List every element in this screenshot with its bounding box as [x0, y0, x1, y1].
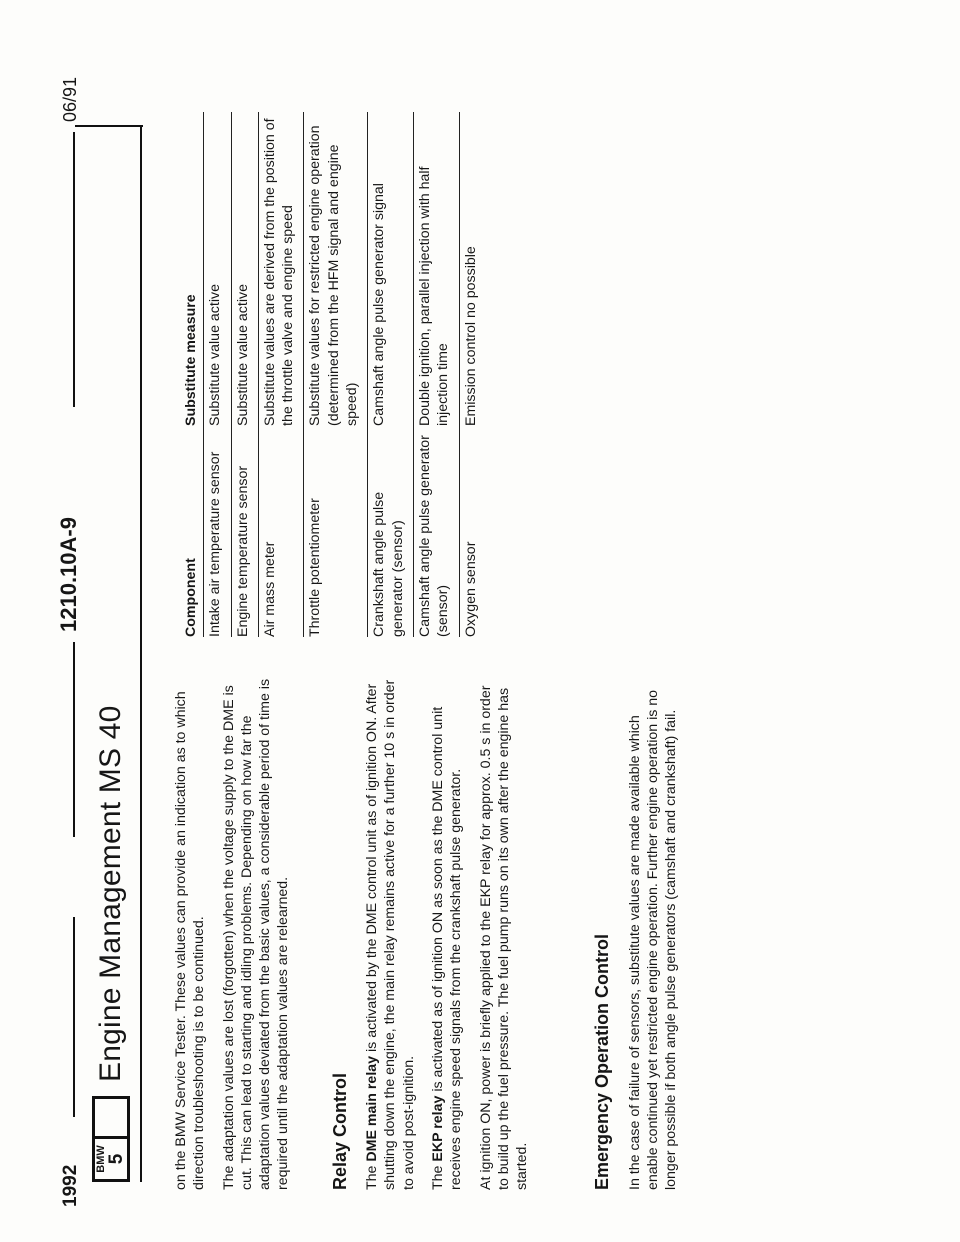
component-cell: Throttle potentiometer: [304, 426, 368, 637]
manual-title: Engine Management MS 40: [94, 705, 127, 1082]
running-head-line: [73, 642, 75, 837]
measure-cell: Camshaft angle pulse generator signal: [368, 112, 414, 426]
text-run: The: [429, 1161, 446, 1190]
measure-cell: Substitute value active: [231, 112, 258, 426]
component-cell: Engine temperature sensor: [231, 426, 258, 637]
manual-header: [92, 706, 130, 1183]
measure-cell: Emission control no possible: [459, 112, 486, 426]
measure-cell: Double ignition, parallel injection with half injection time: [413, 112, 459, 426]
table-row: [258, 112, 304, 637]
table-row: [459, 112, 486, 637]
bmw-series-logo: [92, 1136, 130, 1182]
header-rule: [140, 127, 142, 1182]
measure-cell: Substitute values for restricted engine operation (determined from the HFM signal and engine speed): [304, 112, 368, 426]
relay-control-heading: Relay Control: [329, 1072, 350, 1190]
emergency-operation-heading: Emergency Operation Control: [592, 933, 613, 1190]
intro-paragraph: on the BMW Service Tester. These values can provide an indication as to which direction troubleshooting is to be continued.: [173, 691, 208, 1190]
substitute-table-wrap: [182, 112, 486, 637]
text-run: is activated by the DME control unit as of ignition ON. After shutting down the engine, the main relay remains active for a further 10 s in order to avoid post-ignition.: [364, 679, 417, 1190]
running-head-line: [73, 917, 75, 1117]
table-row: [231, 112, 258, 637]
text-column: [172, 670, 692, 1190]
text-run: is activated as of ignition ON as soon as the DME control unit receives engine speed signals from the crankshaft pulse generator.: [429, 706, 465, 1190]
table-row: [413, 112, 459, 637]
text-run: The: [364, 1161, 381, 1190]
dme-main-relay-term: DME main relay: [364, 1055, 381, 1162]
component-cell: Crankshaft angle pulse generator (sensor): [368, 426, 414, 637]
logo-series-number: 5: [106, 1153, 127, 1165]
logo-brand-text: BMW: [95, 1145, 107, 1173]
table-row: [368, 112, 414, 637]
measure-cell: Substitute values are derived from the position of the throttle valve and engine speed: [258, 112, 304, 426]
column-header-component: Component: [183, 558, 199, 637]
component-cell: Camshaft angle pulse generator (sensor): [413, 426, 459, 637]
table-row: [204, 112, 231, 637]
adaptation-paragraph: The adaptation values are lost (forgotten) when the voltage supply to the DME is cut. This can lead to starting and idling problems. Depending on how far the adaptation values deviated from the basic values, a considerable period of time is required until the adaptation values are relearned.: [220, 678, 292, 1190]
running-head-year: 1992: [60, 1164, 81, 1207]
table-header-row: [182, 112, 204, 637]
measure-cell: Substitute value active: [204, 112, 231, 426]
dme-relay-paragraph: [363, 670, 418, 1190]
ekp-relay-term: EKP relay: [429, 1095, 446, 1162]
ekp-relay-paragraph: [429, 670, 466, 1190]
substitute-measure-table: [182, 112, 486, 637]
component-cell: Intake air temperature sensor: [204, 426, 231, 637]
component-cell: Air mass meter: [258, 426, 304, 637]
header-rule-corner: [75, 125, 143, 127]
running-head-code: 1210.10A-9: [56, 517, 81, 632]
component-cell: Oxygen sensor: [459, 426, 486, 637]
running-head-date: 06/91: [60, 76, 80, 122]
fuel-pressure-paragraph: At ignition ON, power is briefly applied to the EKP relay for approx. 0.5 s in order to build up the fuel pressure. The fuel pump runs on its own after the engine has started.: [477, 685, 531, 1190]
column-header-substitute: Substitute measure: [183, 294, 199, 426]
table-row: [304, 112, 368, 637]
running-head-line: [73, 132, 75, 407]
logo-blank-box: [92, 1096, 130, 1136]
emergency-paragraph: In the case of failure of sensors, substitute values are made available which enable continued yet restricted engine operation. Further engine operation is no longer possible if both angle pulse generators (camshaft and crankshaft) fail.: [626, 689, 680, 1190]
